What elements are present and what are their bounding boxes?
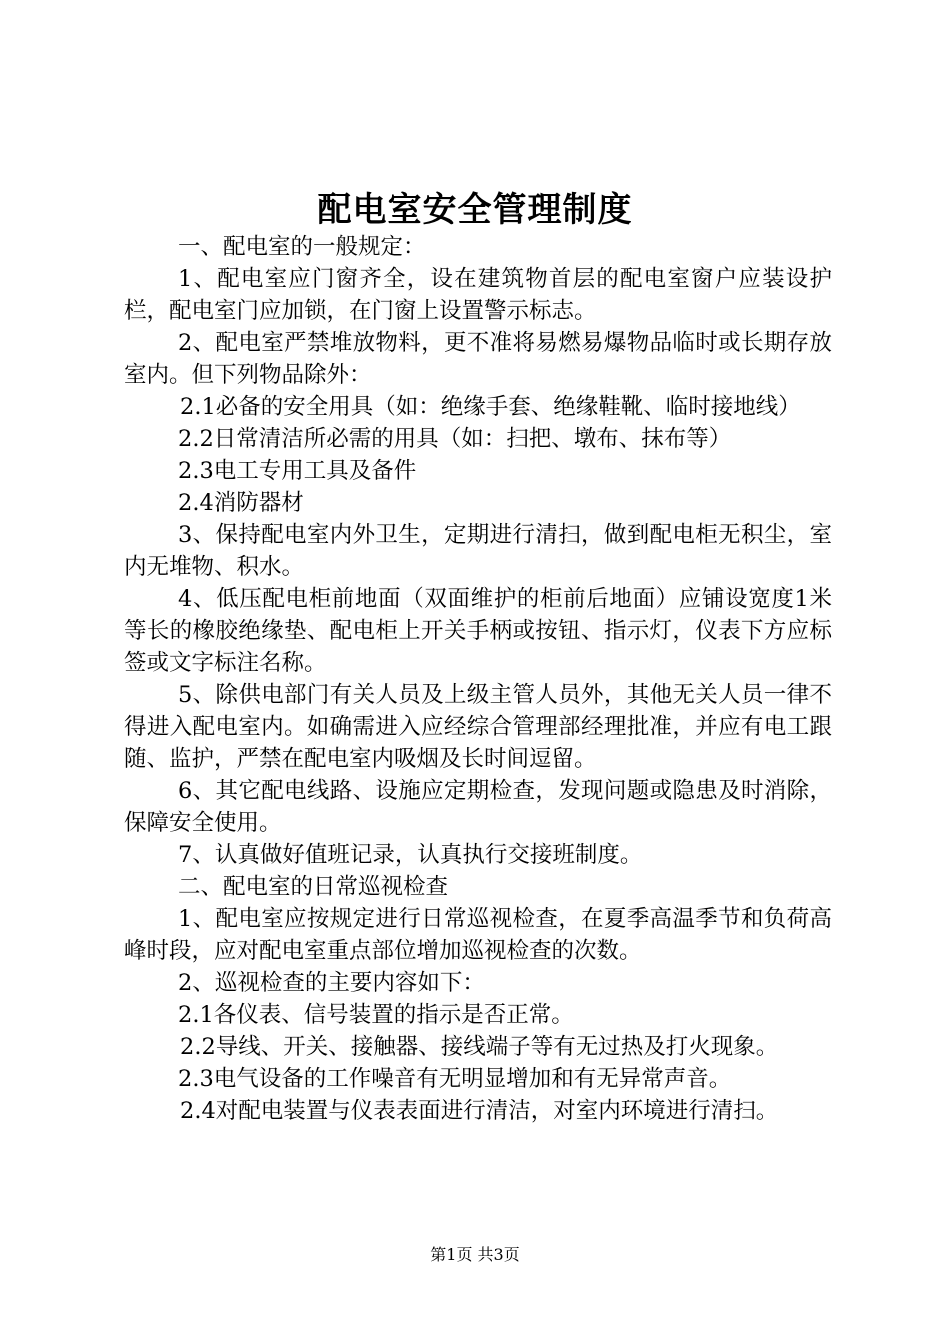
rule-paragraph-3: 3、保持配电室内外卫生，定期进行清扫，做到配电柜无积尘，室内无堆物、积水。 — [124, 522, 832, 580]
inspection-subitem-2-4: 2.4对配电装置与仪表表面进行清洁，对室内环境进行清扫。 — [180, 1098, 779, 1124]
rule-paragraph-7: 7、认真做好值班记录，认真执行交接班制度。 — [178, 842, 643, 868]
inspection-subitem-2-1: 2.1各仪表、信号装置的指示是否正常。 — [178, 1002, 574, 1028]
rule-subitem-2-2: 2.2日常清洁所必需的用具（如：扫把、墩布、抹布等） — [178, 426, 732, 452]
inspection-subitem-2-3: 2.3电气设备的工作噪音有无明显增加和有无异常声音。 — [178, 1066, 732, 1092]
inspection-paragraph-1: 1、配电室应按规定进行日常巡视检查，在夏季高温季节和负荷高峰时段，应对配电室重点部位增加巡视检查的次数。 — [124, 906, 832, 964]
document-body — [124, 231, 832, 1127]
section-heading-2: 二、配电室的日常巡视检查 — [178, 874, 449, 900]
rule-subitem-2-3: 2.3电工专用工具及备件 — [178, 458, 417, 484]
page-footer: 第1页 共3页 — [430, 1245, 520, 1264]
document-title: 配电室安全管理制度 — [317, 190, 633, 230]
rule-paragraph-1: 1、配电室应门窗齐全，设在建筑物首层的配电室窗户应装设护栏，配电室门应加锁，在门窗上设置警示标志。 — [124, 266, 832, 324]
rule-subitem-2-1: 2.1必备的安全用具（如：绝缘手套、绝缘鞋靴、临时接地线） — [180, 394, 801, 420]
rule-paragraph-2: 2、配电室严禁堆放物料，更不准将易燃易爆物品临时或长期存放室内。但下列物品除外： — [124, 330, 832, 388]
section-heading-1: 一、配电室的一般规定： — [178, 234, 426, 260]
rule-paragraph-5: 5、除供电部门有关人员及上级主管人员外，其他无关人员一律不得进入配电室内。如确需进入应经综合管理部经理批准，并应有电工跟随、监护，严禁在配电室内吸烟及长时间逗留。 — [124, 682, 832, 772]
inspection-paragraph-2: 2、巡视检查的主要内容如下： — [178, 970, 485, 996]
inspection-subitem-2-2: 2.2导线、开关、接触器、接线端子等有无过热及打火现象。 — [180, 1034, 779, 1060]
rule-paragraph-4: 4、低压配电柜前地面（双面维护的柜前后地面）应铺设宽度1米等长的橡胶绝缘垫、配电柜上开关手柄或按钮、指示灯，仪表下方应标签或文字标注名称。 — [124, 586, 832, 676]
rule-subitem-2-4: 2.4消防器材 — [178, 490, 304, 516]
rule-paragraph-6: 6、其它配电线路、设施应定期检查，发现问题或隐患及时消除，保障安全使用。 — [124, 778, 832, 836]
